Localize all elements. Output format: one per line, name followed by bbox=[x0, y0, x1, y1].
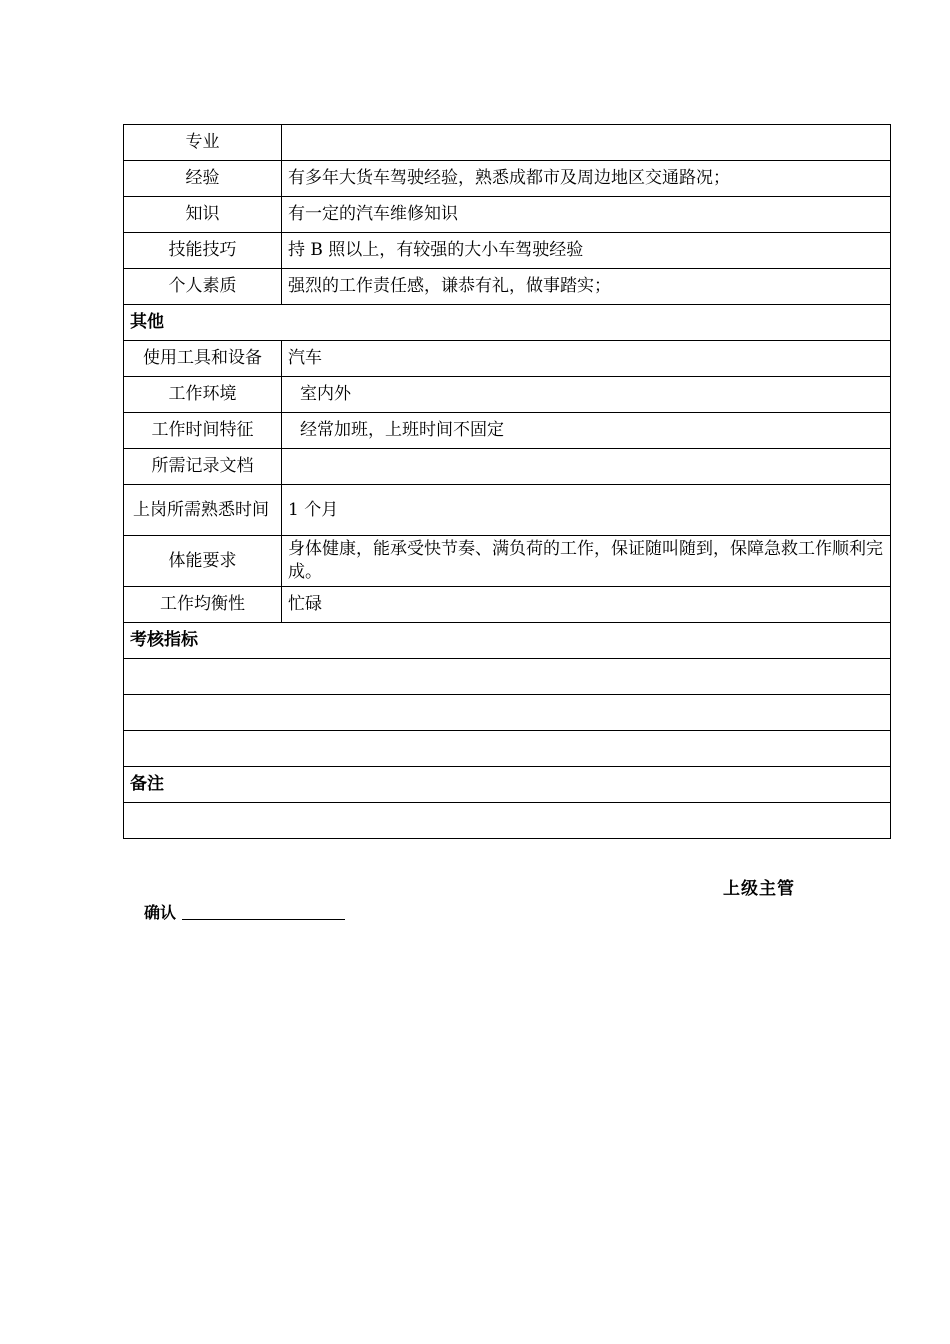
row-value: 室内外 bbox=[282, 377, 891, 413]
row-value: 汽车 bbox=[282, 341, 891, 377]
table-row bbox=[124, 536, 891, 587]
section-row bbox=[124, 623, 891, 659]
row-value: 持 B 照以上，有较强的大小车驾驶经验 bbox=[282, 233, 891, 269]
section-heading-other: 其他 bbox=[124, 305, 891, 341]
row-value bbox=[282, 125, 891, 161]
table-row bbox=[124, 449, 891, 485]
row-label: 技能技巧 bbox=[124, 233, 282, 269]
table-row bbox=[124, 485, 891, 536]
row-value: 忙碌 bbox=[282, 587, 891, 623]
table-row bbox=[124, 377, 891, 413]
table-row bbox=[124, 269, 891, 305]
row-value: 强烈的工作责任感，谦恭有礼，做事踏实； bbox=[282, 269, 891, 305]
supervisor-label: 上级主管 bbox=[723, 879, 795, 899]
row-label: 专业 bbox=[124, 125, 282, 161]
table-row bbox=[124, 341, 891, 377]
job-description-table bbox=[123, 124, 891, 839]
row-label: 经验 bbox=[124, 161, 282, 197]
table-row bbox=[124, 197, 891, 233]
table-row bbox=[124, 125, 891, 161]
row-label: 使用工具和设备 bbox=[124, 341, 282, 377]
empty-cell bbox=[124, 731, 891, 767]
empty-row bbox=[124, 659, 891, 695]
section-heading-kpi: 考核指标 bbox=[124, 623, 891, 659]
section-heading-remark: 备注 bbox=[124, 767, 891, 803]
empty-cell bbox=[124, 659, 891, 695]
empty-cell bbox=[124, 695, 891, 731]
table-row bbox=[124, 161, 891, 197]
row-value: 经常加班，上班时间不固定 bbox=[282, 413, 891, 449]
row-label: 体能要求 bbox=[124, 536, 282, 587]
row-label: 所需记录文档 bbox=[124, 449, 282, 485]
empty-row bbox=[124, 731, 891, 767]
section-row bbox=[124, 767, 891, 803]
row-value: 身体健康，能承受快节奏、满负荷的工作，保证随叫随到，保障急救工作顺利完成。 bbox=[282, 536, 891, 587]
empty-cell bbox=[124, 803, 891, 839]
row-label: 上岗所需熟悉时间 bbox=[124, 485, 282, 536]
table-row bbox=[124, 233, 891, 269]
empty-row bbox=[124, 803, 891, 839]
row-label: 知识 bbox=[124, 197, 282, 233]
row-label: 工作均衡性 bbox=[124, 587, 282, 623]
table-row bbox=[124, 413, 891, 449]
row-value: 有一定的汽车维修知识 bbox=[282, 197, 891, 233]
row-label: 工作时间特征 bbox=[124, 413, 282, 449]
section-row bbox=[124, 305, 891, 341]
table-row bbox=[124, 587, 891, 623]
row-label: 工作环境 bbox=[124, 377, 282, 413]
signature-line bbox=[182, 919, 345, 920]
row-value bbox=[282, 449, 891, 485]
row-label: 个人素质 bbox=[124, 269, 282, 305]
row-value: 1 个月 bbox=[282, 485, 891, 536]
confirm-label: 确认 bbox=[144, 903, 177, 922]
row-value: 有多年大货车驾驶经验，熟悉成都市及周边地区交通路况； bbox=[282, 161, 891, 197]
empty-row bbox=[124, 695, 891, 731]
